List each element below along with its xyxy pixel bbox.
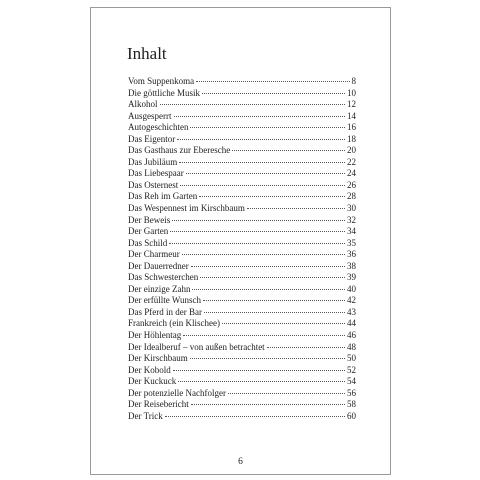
book-page [90, 7, 391, 475]
toc-entry [128, 272, 356, 284]
toc-entry-title: Der Kobold [128, 364, 171, 375]
toc-entry-page: 52 [347, 364, 356, 375]
toc-entry [128, 330, 356, 342]
dot-leader [204, 312, 345, 313]
dot-leader [186, 173, 345, 174]
toc-entry-title: Der Höhlentag [128, 330, 182, 341]
dot-leader [191, 404, 345, 405]
dot-leader [192, 289, 345, 290]
toc-entry-page: 28 [347, 191, 356, 202]
toc-entry-title: Die göttliche Musik [128, 87, 200, 98]
toc-entry-page: 16 [347, 122, 356, 133]
toc-entry [128, 226, 356, 238]
toc-entry [128, 122, 356, 134]
toc-entry [128, 261, 356, 273]
toc-entry-title: Der Charmeur [128, 249, 180, 260]
toc-entry-page: 42 [347, 295, 356, 306]
dot-leader [179, 162, 345, 163]
toc-entry-title: Alkohol [128, 99, 158, 110]
toc-entry [128, 215, 356, 227]
toc-entry-title: Der Garten [128, 226, 169, 237]
dot-leader [160, 104, 345, 105]
toc-entry [128, 76, 356, 88]
toc-entry-page: 43 [347, 306, 356, 317]
toc-entry-page: 50 [347, 353, 356, 364]
toc-entry-title: Der potenzielle Nachfolger [128, 387, 226, 398]
toc-entry [128, 411, 356, 423]
toc-entry-title: Das Reh im Garten [128, 191, 198, 202]
toc-entry-page: 56 [347, 387, 356, 398]
toc-entry [128, 145, 356, 157]
toc-entry [128, 318, 356, 330]
toc-entry-title: Das Osternest [128, 179, 179, 190]
page-number: 6 [238, 457, 243, 467]
toc-entry-page: 44 [347, 318, 356, 329]
toc-entry [128, 342, 356, 354]
toc-entry [128, 157, 356, 169]
toc-entry-title: Das Liebespaar [128, 168, 184, 179]
dot-leader [182, 254, 345, 255]
toc-entry-title: Das Wespennest im Kirschbaum [128, 203, 245, 214]
dot-leader [247, 208, 345, 209]
toc-entry [128, 399, 356, 411]
toc-entry-title: Das Pferd in der Bar [128, 306, 202, 317]
dot-leader [222, 323, 345, 324]
toc-entry-title: Der erfüllte Wunsch [128, 295, 201, 306]
toc-entry [128, 111, 356, 123]
toc-entry-page: 8 [351, 76, 356, 86]
dot-leader [183, 335, 345, 336]
toc-entry-page: 40 [347, 283, 356, 294]
dot-leader [232, 150, 345, 151]
dot-leader [177, 139, 345, 140]
toc-entry-title: Das Gasthaus zur Eberesche [128, 145, 231, 156]
toc-entry-title: Das Eigentor [128, 133, 176, 144]
dot-leader [165, 416, 345, 417]
toc-entry-page: 30 [347, 203, 356, 214]
toc-entry-page: 20 [347, 145, 356, 156]
toc-entry-page: 60 [347, 410, 356, 421]
dot-leader [169, 243, 345, 244]
toc-entry [128, 168, 356, 180]
toc-entry [128, 99, 356, 111]
dot-leader [180, 185, 345, 186]
dot-leader [203, 300, 345, 301]
toc-entry-page: 36 [347, 249, 356, 260]
toc-entry [128, 203, 356, 215]
toc-entry-title: Ausgesperrt [128, 110, 172, 121]
toc-entry [128, 307, 356, 319]
toc-entry-title: Der Reisebericht [128, 399, 189, 410]
toc-entry-page: 10 [347, 87, 356, 98]
toc-entry [128, 134, 356, 146]
toc-entry-page: 39 [347, 272, 356, 283]
toc-entry [128, 295, 356, 307]
toc-entry-title: Der Kuckuck [128, 376, 177, 387]
dot-leader [190, 127, 345, 128]
toc-entry [128, 180, 356, 192]
dot-leader [172, 220, 345, 221]
dot-leader [267, 347, 345, 348]
page-title: Inhalt [127, 44, 167, 63]
toc-entry [128, 376, 356, 388]
toc-entry-page: 58 [347, 399, 356, 410]
toc-entry-title: Vom Suppenkoma [128, 76, 195, 86]
toc-entry [128, 249, 356, 261]
dot-leader [228, 393, 345, 394]
toc-entry-page: 38 [347, 260, 356, 271]
toc-entry-title: Der Beweis [128, 214, 171, 225]
dot-leader [191, 266, 345, 267]
dot-leader [190, 358, 345, 359]
toc-entry-page: 24 [347, 168, 356, 179]
toc-entry-title: Das Schwesterchen [128, 272, 199, 283]
toc-entry-title: Autogeschichten [128, 122, 189, 133]
dot-leader [196, 81, 349, 82]
toc-entry-title: Das Jubiläum [128, 156, 178, 167]
toc-entry-title: Der Kirschbaum [128, 353, 188, 364]
dot-leader [173, 370, 345, 371]
toc-entry-title: Der Idealberuf – von außen betrachtet [128, 341, 265, 352]
toc-entry-title: Das Schild [128, 237, 168, 248]
toc-entry-page: 54 [347, 376, 356, 387]
dot-leader [199, 196, 345, 197]
toc-entry-page: 22 [347, 156, 356, 167]
toc-entry [128, 88, 356, 100]
table-of-contents [128, 76, 356, 422]
toc-entry [128, 284, 356, 296]
dot-leader [202, 93, 345, 94]
toc-entry-title: Der Dauerredner [128, 260, 189, 271]
dot-leader [174, 116, 346, 117]
toc-entry [128, 388, 356, 400]
toc-entry [128, 191, 356, 203]
toc-entry [128, 365, 356, 377]
toc-entry-title: Frankreich (ein Klischee) [128, 318, 220, 329]
dot-leader [200, 277, 345, 278]
dot-leader [178, 381, 345, 382]
toc-entry-page: 14 [347, 110, 356, 121]
dot-leader [170, 231, 345, 232]
toc-entry [128, 238, 356, 250]
toc-entry-page: 35 [347, 237, 356, 248]
toc-entry-page: 46 [347, 330, 356, 341]
toc-entry-page: 34 [347, 226, 356, 237]
toc-entry-page: 18 [347, 133, 356, 144]
toc-entry-page: 12 [347, 99, 356, 110]
toc-entry-page: 32 [347, 214, 356, 225]
toc-entry-title: Der einzige Zahn [128, 283, 191, 294]
toc-entry [128, 353, 356, 365]
toc-entry-title: Der Trick [128, 410, 163, 421]
toc-entry-page: 48 [347, 341, 356, 352]
toc-entry-page: 26 [347, 179, 356, 190]
